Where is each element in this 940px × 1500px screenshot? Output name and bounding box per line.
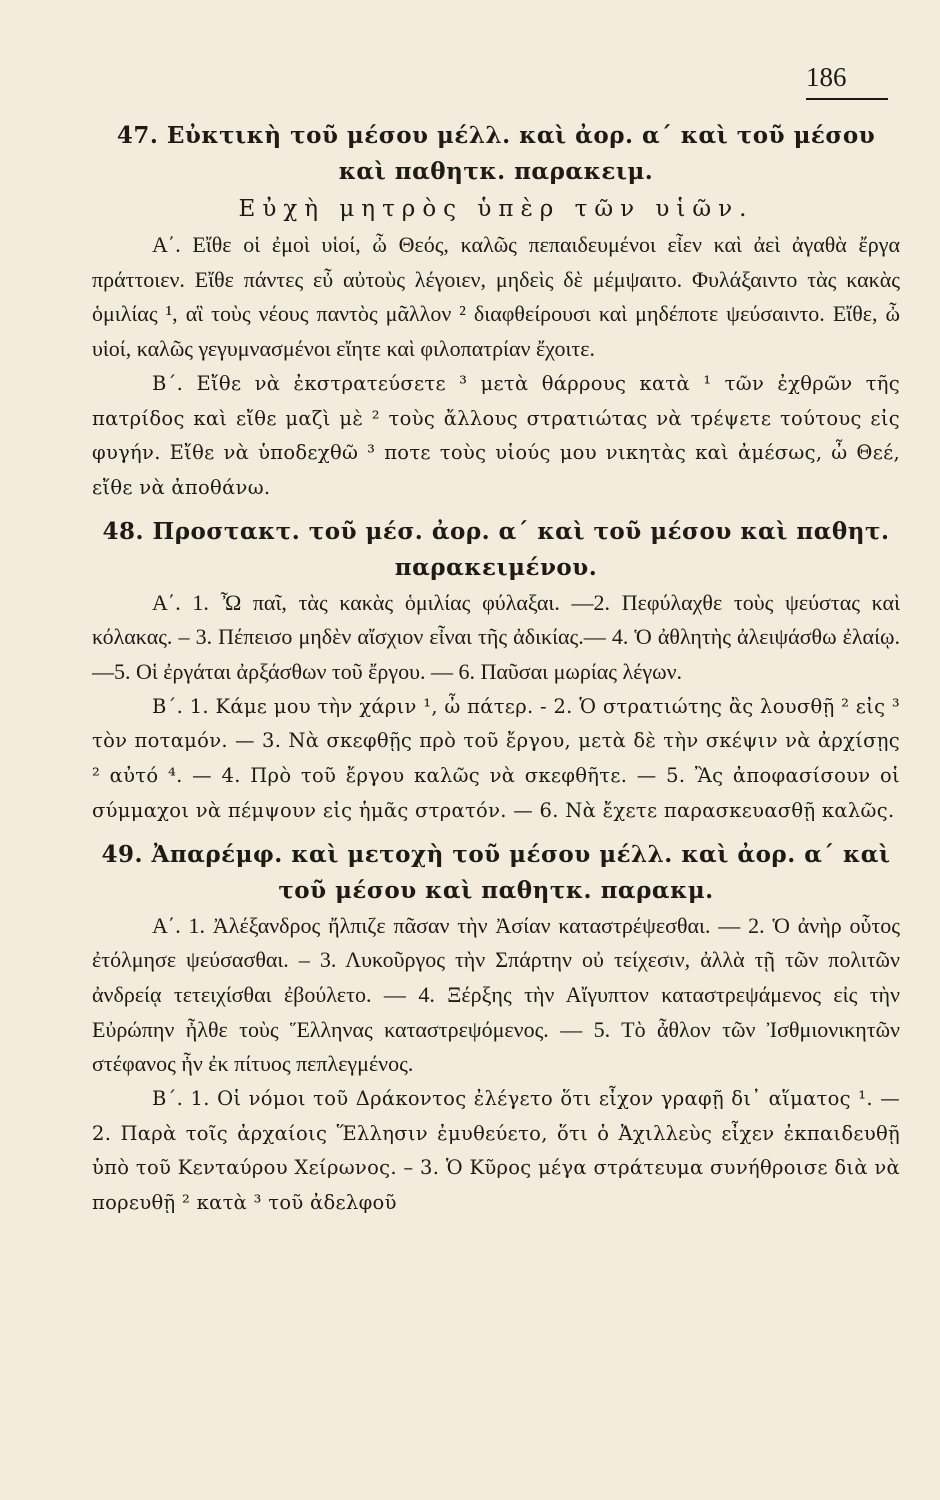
paragraph-47-b: Β΄. Εἴθε νὰ ἐκστρατεύσετε ³ μετὰ θάρρους κατὰ ¹ τῶν ἐχθρῶν τῆς πατρίδος καὶ εἴθε μαζὶ μὲ ² τοὺς ἄλλους στρατιώτας νὰ τρέψετε τούτους εἰς φυγήν. Εἴθε νὰ ὑποδεχθῶ ³ ποτε τοὺς υἱούς μου νικητὰς καὶ ἀμέσως, ὦ Θεέ, εἴθε νὰ ἀποθάνω. bbox=[92, 371, 900, 499]
section-47 bbox=[92, 118, 900, 506]
page-number: 186 bbox=[806, 62, 847, 92]
section-title-47: 47. Εὐκτικὴ τοῦ μέσου μέλλ. καὶ ἀορ. α΄ καὶ τοῦ μέσου καὶ παθητκ. παρακειμ. bbox=[116, 122, 876, 185]
section-49 bbox=[92, 837, 900, 1221]
section-gap bbox=[92, 829, 900, 837]
section-title-49: 49. Ἀπαρέμφ. καὶ μετοχὴ τοῦ μέσου μέλλ. καὶ ἀορ. α΄ καὶ τοῦ μέσου καὶ παθητκ. παρακμ. bbox=[101, 840, 891, 904]
section-48 bbox=[92, 514, 900, 829]
paragraph-49-b: Β΄. 1. Οἱ νόμοι τοῦ Δράκοντος ἐλέγετο ὅτι εἶχον γραφῇ δι᾽ αἵματος ¹. — 2. Παρὰ τοῖς ἀρχαίοις Ἕλλησιν ἐμυθεύετο, ὅτι ὁ Ἀχιλλεὺς εἶχεν ἐκπαιδευθῇ ὑπὸ τοῦ Κενταύρου Χείρωνος. – 3. Ὁ Κῦρος μέγα στράτευμα συνήθροισε διὰ νὰ πορευθῇ ² κατὰ ³ τοῦ ἀδελφοῦ bbox=[92, 1087, 900, 1215]
header-rule bbox=[806, 98, 888, 100]
section-gap bbox=[92, 506, 900, 514]
section-subtitle-47: Εὐχὴ μητρὸς ὑπὲρ τῶν υἱῶν. bbox=[238, 196, 754, 222]
paragraph-48-a: Α΄. 1. Ὦ παῖ, τὰς κακὰς ὁμιλίας φύλαξαι. —2. Πεφύλαχθε τοὺς ψεύστας καὶ κόλακας. – 3. Πέπεισο μηδὲν αἴσχιον εἶναι τῆς ἀδικίας.— 4. Ὁ ἀθλητὴς ἀλειψάσθω ἐλαίῳ.—5. Οἱ ἐργάται ἀρξάσθων τοῦ ἔργου. — 6. Παῦσαι μωρίας λέγων. bbox=[92, 589, 900, 685]
paragraph-47-a: Α΄. Εἴθε οἱ ἐμοὶ υἱοί, ὦ Θεός, καλῶς πεπαιδευμένοι εἶεν καὶ ἀεὶ ἀγαθὰ ἔργα πράττοιεν. Εἴθε πάντες εὖ αὐτοὺς λέγοιεν, μηδεὶς δὲ μέμψαιτο. Φυλάξαιντο τὰς κακὰς ὁμιλίας ¹, αἳ τοὺς νέους παντὸς μᾶλλον ² διαφθείρουσι καὶ μηδέποτε ψεύσαιντο. Εἴθε, ὦ υἱοί, καλῶς γεγυμνασμένοι εἴητε καὶ φιλοπατρίαν ἔχοιτε. bbox=[92, 232, 900, 362]
paragraph-49-a: Α΄. 1. Ἀλέξανδρος ἤλπιζε πᾶσαν τὴν Ἀσίαν καταστρέψεσθαι. — 2. Ὁ ἀνὴρ οὗτος ἐτόλμησε ψεύσασθαι. – 3. Λυκοῦργος τὴν Σπάρτην οὐ τείχεσιν, ἀλλὰ τῇ τῶν πολιτῶν ἀνδρείᾳ τετειχίσθαι ἐβούλετο. — 4. Ξέρξης τὴν Αἴγυπτον καταστρεψάμενος εἰς τὴν Εὐρώπην ἦλθε τοὺς Ἕλληνας καταστρεψόμενος. — 5. Τὸ ἆθλον τῶν Ἰσθμιονικητῶν στέφανος ἦν ἐκ πίτυος πεπλεγμένος. bbox=[92, 912, 900, 1077]
section-title-48: 48. Προστακτ. τοῦ μέσ. ἀορ. α΄ καὶ τοῦ μέσου καὶ παθητ. παρακειμένου. bbox=[102, 517, 890, 581]
page-content bbox=[92, 118, 900, 1221]
paragraph-48-b: Β΄. 1. Κάμε μου τὴν χάριν ¹, ὦ πάτερ. - 2. Ὁ στρατιώτης ἂς λουσθῇ ² εἰς ³ τὸν ποταμόν. — 3. Νὰ σκεφθῇς πρὸ τοῦ ἔργου, μετὰ δὲ τὴν σκέψιν νὰ ἀρχίσῃς ² αὐτό ⁴. — 4. Πρὸ τοῦ ἔργου καλῶς νὰ σκεφθῆτε. — 5. Ἂς ἀποφασίσουν οἱ σύμμαχοι νὰ πέμψουν εἰς ἡμᾶς στρατόν. — 6. Νὰ ἔχετε παρασκευασθῇ καλῶς. bbox=[92, 694, 900, 822]
